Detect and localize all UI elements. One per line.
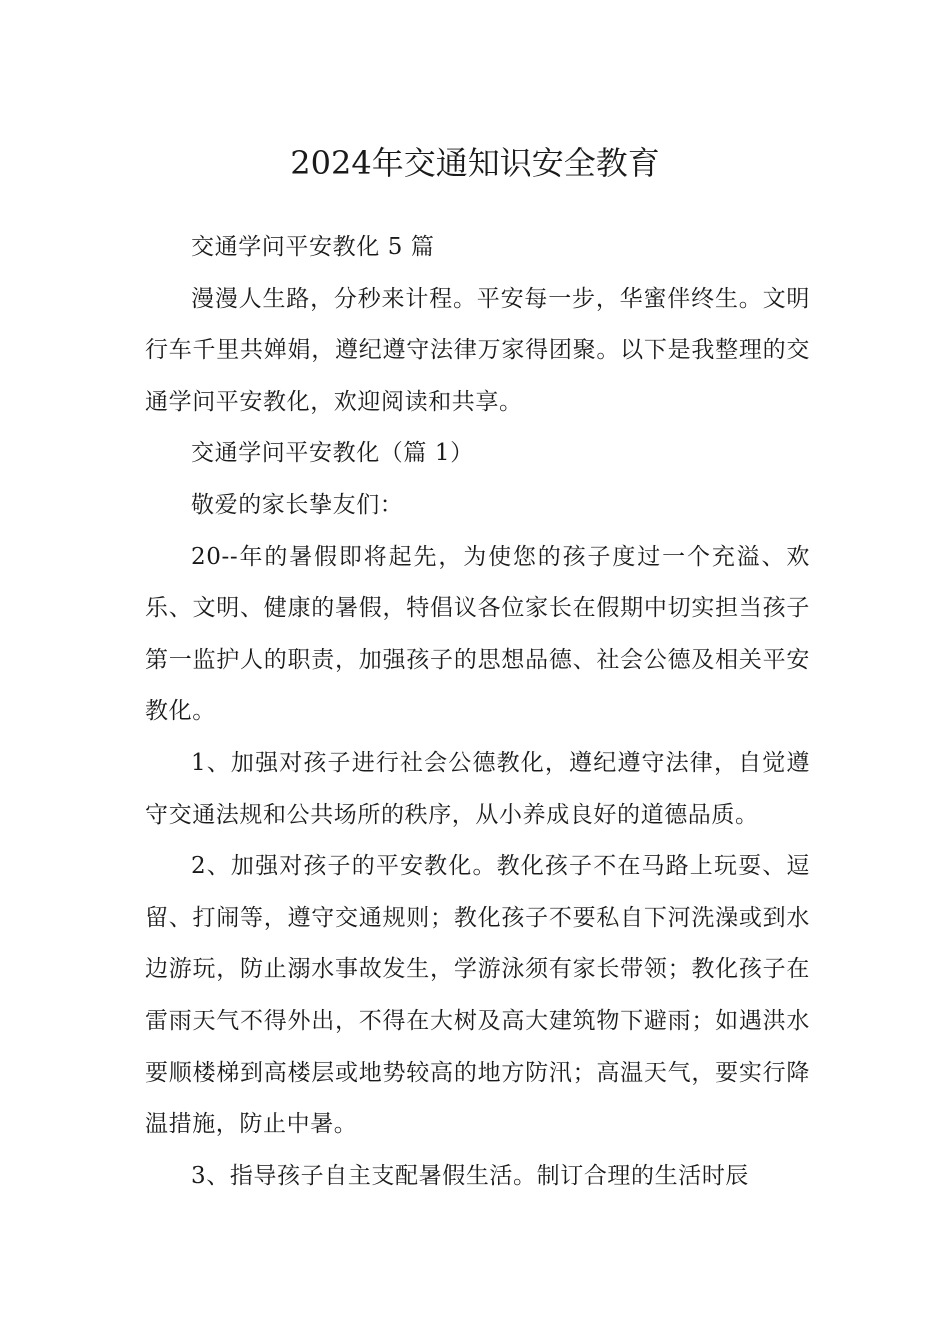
paragraph-opening: 20--年的暑假即将起先，为使您的孩子度过一个充溢、欢乐、文明、健康的暑假，特倡议各位家长在假期中切实担当孩子第一监护人的职责，加强孩子的思想品德、社会公德及相关平安教化。 <box>145 543 810 725</box>
paragraph-salutation: 敬爱的家长挚友们： <box>191 491 404 518</box>
paragraph-intro: 漫漫人生路，分秒来计程。平安每一步，华蜜伴终生。文明行车千里共婵娟，遵纪遵守法律万家得团聚。以下是我整理的交通学问平安教化，欢迎阅读和共享。 <box>145 285 810 415</box>
paragraph-section-heading: 交通学问平安教化（篇 1） <box>191 440 474 467</box>
paragraph-item-3: 3、指导孩子自主支配暑假生活。制订合理的生活时辰 <box>191 1162 750 1189</box>
paragraph-item-1: 1、加强对孩子进行社会公德教化，遵纪遵守法律，自觉遵守交通法规和公共场所的秩序，从小养成良好的道德品质。 <box>145 749 810 828</box>
paragraph-subtitle: 交通学问平安教化 5 篇 <box>191 234 435 260</box>
paragraph-item-2: 2、加强对孩子的平安教化。教化孩子不在马路上玩耍、逗留、打闹等，遵守交通规则；教化孩子不要私自下河洗澡或到水边游玩，防止溺水事故发生，学游泳须有家长带领；教化孩子在雷雨天气不得外出，不得在大树及高大建筑物下避雨；如遇洪水要顺楼梯到高楼层或地势较高的地方防汛；高温天气，要实行降温措施，防止中暑。 <box>145 853 810 1138</box>
document-body <box>145 222 810 1202</box>
document-title: 2024年交通知识安全教育 <box>290 144 660 182</box>
